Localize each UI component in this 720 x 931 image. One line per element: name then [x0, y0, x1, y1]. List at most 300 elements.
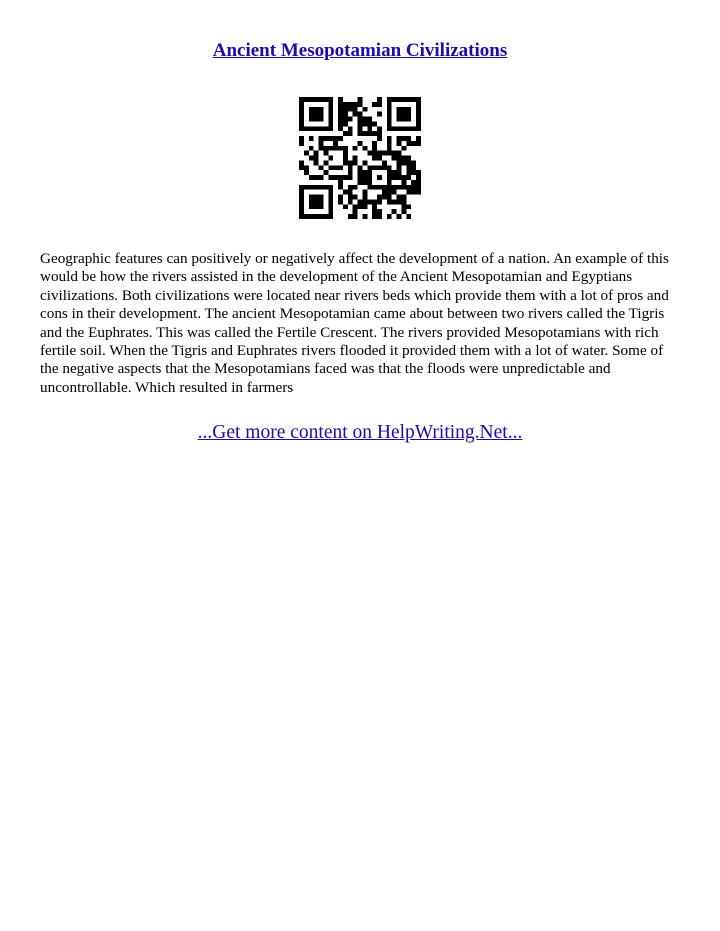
qr-module [353, 195, 358, 200]
qr-module [362, 117, 367, 122]
qr-module [397, 151, 402, 156]
qr-module [416, 175, 421, 180]
qr-module [377, 214, 382, 219]
qr-module [343, 156, 348, 161]
qr-module [343, 107, 348, 112]
qr-module [358, 141, 363, 146]
qr-module [358, 97, 363, 102]
qr-module [367, 170, 372, 175]
qr-module [406, 170, 411, 175]
qr-module [392, 126, 397, 131]
qr-module [338, 121, 343, 126]
qr-module [328, 97, 333, 102]
qr-module [358, 175, 363, 180]
qr-module [411, 180, 416, 185]
qr-module [416, 126, 421, 131]
qr-module [343, 190, 348, 195]
qr-module [348, 160, 353, 165]
qr-module [338, 126, 343, 131]
qr-module [314, 112, 319, 117]
qr-module [387, 170, 392, 175]
qr-module [358, 170, 363, 175]
qr-module [416, 102, 421, 107]
qr-module [348, 214, 353, 219]
qr-module [328, 190, 333, 195]
qr-module [328, 117, 333, 122]
qr-module [401, 126, 406, 131]
qr-module [343, 151, 348, 156]
qr-module [314, 107, 319, 112]
qr-module [309, 204, 314, 209]
qr-module [392, 190, 397, 195]
qr-module [338, 97, 343, 102]
qr-module [299, 97, 304, 102]
qr-module [328, 156, 333, 161]
qr-module [353, 209, 358, 214]
qr-module [392, 170, 397, 175]
qr-module [367, 121, 372, 126]
qr-module [397, 199, 402, 204]
qr-module [338, 185, 343, 190]
qr-module [338, 199, 343, 204]
qr-module [406, 97, 411, 102]
qr-module [338, 117, 343, 122]
qr-module [401, 117, 406, 122]
qr-module [401, 107, 406, 112]
qr-module [392, 156, 397, 161]
qr-module [387, 102, 392, 107]
qr-module [382, 151, 387, 156]
qr-module [362, 190, 367, 195]
qr-module [387, 165, 392, 170]
qr-module [358, 121, 363, 126]
qr-module [328, 195, 333, 200]
qr-module [358, 165, 363, 170]
qr-module [319, 141, 324, 146]
qr-module [416, 141, 421, 146]
qr-module [348, 107, 353, 112]
qr-module [328, 214, 333, 219]
qr-module [319, 146, 324, 151]
qr-module [358, 126, 363, 131]
qr-module [309, 112, 314, 117]
qr-module [382, 160, 387, 165]
qr-module [299, 112, 304, 117]
qr-module [319, 195, 324, 200]
qr-module [397, 165, 402, 170]
qr-module [411, 97, 416, 102]
qr-module [406, 160, 411, 165]
qr-module [401, 146, 406, 151]
qr-module [392, 97, 397, 102]
qr-module [377, 151, 382, 156]
qr-module [299, 199, 304, 204]
qr-module [406, 107, 411, 112]
qr-module [362, 175, 367, 180]
qr-module [348, 199, 353, 204]
qr-module [372, 165, 377, 170]
qr-module [401, 97, 406, 102]
qr-module [397, 126, 402, 131]
qr-module [397, 107, 402, 112]
more-content-link[interactable]: ...Get more content on HelpWriting.Net... [197, 422, 523, 443]
qr-module [411, 170, 416, 175]
qr-module [328, 121, 333, 126]
qr-module [377, 102, 382, 107]
qr-module [377, 156, 382, 161]
qr-module [416, 180, 421, 185]
qr-module [377, 97, 382, 102]
qr-module [304, 126, 309, 131]
qr-module [353, 107, 358, 112]
qr-module [362, 170, 367, 175]
qr-module [338, 102, 343, 107]
qr-module [348, 165, 353, 170]
qr-module [348, 170, 353, 175]
qr-module [372, 209, 377, 214]
qr-module [353, 156, 358, 161]
qr-module [319, 175, 324, 180]
qr-module [319, 136, 324, 141]
qr-module [304, 170, 309, 175]
qr-module [392, 175, 397, 180]
qr-module [309, 185, 314, 190]
qr-module [333, 136, 338, 141]
qr-module [372, 146, 377, 151]
qr-module [367, 165, 372, 170]
qr-module [333, 146, 338, 151]
qr-module [411, 190, 416, 195]
qr-module [377, 131, 382, 136]
qr-module [362, 180, 367, 185]
qr-module [377, 209, 382, 214]
qr-module [319, 112, 324, 117]
qr-module [406, 141, 411, 146]
more-content [0, 420, 720, 446]
qr-module [387, 185, 392, 190]
qr-module [319, 165, 324, 170]
qr-module [387, 141, 392, 146]
qr-module [397, 195, 402, 200]
qr-module [328, 204, 333, 209]
qr-module [367, 126, 372, 131]
qr-module [348, 117, 353, 122]
qr-module [319, 214, 324, 219]
qr-module [299, 141, 304, 146]
qr-module [387, 175, 392, 180]
qr-module [416, 97, 421, 102]
qr-module [362, 121, 367, 126]
qr-module [343, 112, 348, 117]
qr-module [397, 185, 402, 190]
qr-module [387, 136, 392, 141]
qr-module [348, 185, 353, 190]
qr-module [382, 195, 387, 200]
qr-module [338, 112, 343, 117]
qr-module [338, 136, 343, 141]
qr-module [358, 180, 363, 185]
qr-module [304, 185, 309, 190]
qr-module [401, 180, 406, 185]
qr-module [299, 136, 304, 141]
qr-module [323, 214, 328, 219]
qr-module [416, 170, 421, 175]
qr-module [377, 136, 382, 141]
title-link[interactable]: Ancient Mesopotamian Civilizations [212, 40, 508, 61]
qr-module [406, 112, 411, 117]
qr-module [309, 107, 314, 112]
qr-module [387, 195, 392, 200]
qr-module [309, 126, 314, 131]
qr-module [367, 180, 372, 185]
qr-module [406, 126, 411, 131]
body-paragraph: Geographic features can positively or negatively affect the development of a nation. An example of this would be how the rivers assisted in the development of the Ancient Mesopotamian and Egyptians civilizations. Both civilizations were located near rivers beds which provide them with a lot of pros and cons in their development. The ancient Mesopotamian came about between two rivers called the Tigris and the Euphrates. This was called the Fertile Crescent. The rivers provided Mesopotamians with rich fertile soil. When the Tigris and Euphrates rivers flooded it provided them with a lot of water. Some of the negative aspects that the Mesopotamians faced was that the floods were unpredictable and uncontrollable. Which resulted in farmers [40, 250, 669, 396]
qr-module [411, 185, 416, 190]
qr-module [314, 204, 319, 209]
qr-module [309, 175, 314, 180]
qr-module [328, 185, 333, 190]
qr-module [377, 165, 382, 170]
qr-module [416, 121, 421, 126]
qr-module [416, 112, 421, 117]
qr-module [299, 102, 304, 107]
qr-module [358, 117, 363, 122]
qr-module [372, 141, 377, 146]
qr-module [387, 112, 392, 117]
qr-module [358, 112, 363, 117]
qr-module [358, 102, 363, 107]
qr-module [353, 112, 358, 117]
qr-module [392, 209, 397, 214]
qr-module [299, 121, 304, 126]
qr-module [343, 175, 348, 180]
qr-module [416, 136, 421, 141]
qr-module [397, 170, 402, 175]
qr-module [309, 214, 314, 219]
qr-module [309, 97, 314, 102]
qr-module [319, 126, 324, 131]
qr-module [397, 160, 402, 165]
qr-module [387, 146, 392, 151]
qr-module [387, 151, 392, 156]
qr-module [372, 102, 377, 107]
qr-module [328, 102, 333, 107]
qr-module [411, 126, 416, 131]
qr-module [397, 175, 402, 180]
qr-module [397, 141, 402, 146]
qr-module [406, 136, 411, 141]
qr-module [323, 136, 328, 141]
qr-module [333, 165, 338, 170]
qr-module [343, 160, 348, 165]
qr-module [397, 136, 402, 141]
qr-module [416, 185, 421, 190]
qr-module [367, 199, 372, 204]
qr-module [314, 156, 319, 161]
qr-module [377, 195, 382, 200]
qr-module [367, 151, 372, 156]
qr-module [362, 146, 367, 151]
qr-module [377, 112, 382, 117]
qr-module [319, 117, 324, 122]
qr-module [338, 195, 343, 200]
qr-module [328, 209, 333, 214]
qr-module [314, 126, 319, 131]
qr-module [372, 214, 377, 219]
qr-module [411, 165, 416, 170]
qr-module [377, 175, 382, 180]
qr-module [362, 107, 367, 112]
qr-module [309, 146, 314, 151]
qr-module [323, 146, 328, 151]
qr-module [401, 156, 406, 161]
qr-module [299, 165, 304, 170]
qr-module [411, 160, 416, 165]
qr-module [348, 195, 353, 200]
qr-module [338, 146, 343, 151]
qr-module [367, 117, 372, 122]
qr-module [401, 204, 406, 209]
qr-module [358, 204, 363, 209]
qr-module [362, 160, 367, 165]
qr-module [309, 156, 314, 161]
qr-module [372, 156, 377, 161]
qr-module [372, 151, 377, 156]
qr-module [319, 204, 324, 209]
qr-module [362, 199, 367, 204]
qr-module [299, 126, 304, 131]
qr-module [358, 199, 363, 204]
qr-module [323, 170, 328, 175]
qr-module [343, 146, 348, 151]
qr-module [387, 121, 392, 126]
qr-module [328, 165, 333, 170]
qr-module [319, 97, 324, 102]
qr-module [304, 165, 309, 170]
qr-module [319, 185, 324, 190]
qr-module [328, 175, 333, 180]
qr-module [309, 117, 314, 122]
qr-module [392, 185, 397, 190]
qr-module [323, 160, 328, 165]
qr-module [392, 151, 397, 156]
qr-module [401, 195, 406, 200]
qr-module [299, 117, 304, 122]
qr-module [397, 112, 402, 117]
qr-module [328, 199, 333, 204]
qr-module [323, 185, 328, 190]
qr-module [304, 214, 309, 219]
qr-module [367, 175, 372, 180]
qr-module [367, 131, 372, 136]
qr-module [323, 151, 328, 156]
qr-module [382, 185, 387, 190]
qr-module [406, 190, 411, 195]
qr-module [362, 195, 367, 200]
qr-module [309, 136, 314, 141]
qr-module [299, 160, 304, 165]
qr-module [309, 195, 314, 200]
qr-module [328, 146, 333, 151]
qr-module [319, 199, 324, 204]
qr-module [314, 151, 319, 156]
qr-module [338, 165, 343, 170]
qr-module [353, 102, 358, 107]
qr-module [397, 156, 402, 161]
qr-module [299, 214, 304, 219]
qr-module [401, 112, 406, 117]
qr-module [406, 175, 411, 180]
qr-module [362, 214, 367, 219]
qr-module [348, 190, 353, 195]
qr-module [338, 180, 343, 185]
qr-module [343, 204, 348, 209]
qr-module [406, 204, 411, 209]
qr-module [387, 190, 392, 195]
qr-module [314, 185, 319, 190]
qr-module [353, 146, 358, 151]
qr-module [372, 121, 377, 126]
qr-module [348, 126, 353, 131]
qr-module [382, 165, 387, 170]
qr-module [328, 126, 333, 131]
qr-module [406, 117, 411, 122]
qr-module [314, 175, 319, 180]
qr-module [392, 199, 397, 204]
qr-module [338, 175, 343, 180]
qr-module [343, 121, 348, 126]
qr-module [397, 214, 402, 219]
qr-module [333, 175, 338, 180]
qr-module [387, 126, 392, 131]
qr-module [343, 102, 348, 107]
qr-module [382, 190, 387, 195]
qr-code-icon [299, 97, 421, 219]
qr-module [348, 131, 353, 136]
qr-module [328, 107, 333, 112]
qr-module [314, 97, 319, 102]
qr-module [309, 199, 314, 204]
qr-module [299, 185, 304, 190]
qr-module [323, 97, 328, 102]
qr-module [387, 107, 392, 112]
qr-module [406, 165, 411, 170]
qr-module [387, 214, 392, 219]
qr-module [319, 107, 324, 112]
qr-module [416, 107, 421, 112]
qr-module [314, 160, 319, 165]
qr-module [416, 190, 421, 195]
qr-module [304, 97, 309, 102]
qr-module [387, 117, 392, 122]
qr-module [304, 151, 309, 156]
qr-module [367, 185, 372, 190]
qr-module [372, 204, 377, 209]
qr-module [377, 126, 382, 131]
qr-module [353, 204, 358, 209]
qr-module [401, 199, 406, 204]
qr-module [406, 214, 411, 219]
qr-module [299, 195, 304, 200]
qr-module [353, 185, 358, 190]
qr-module [372, 131, 377, 136]
qr-module [358, 131, 363, 136]
qr-module [299, 204, 304, 209]
qr-module [406, 185, 411, 190]
qr-module [348, 102, 353, 107]
qr-module [314, 195, 319, 200]
qr-module [406, 156, 411, 161]
